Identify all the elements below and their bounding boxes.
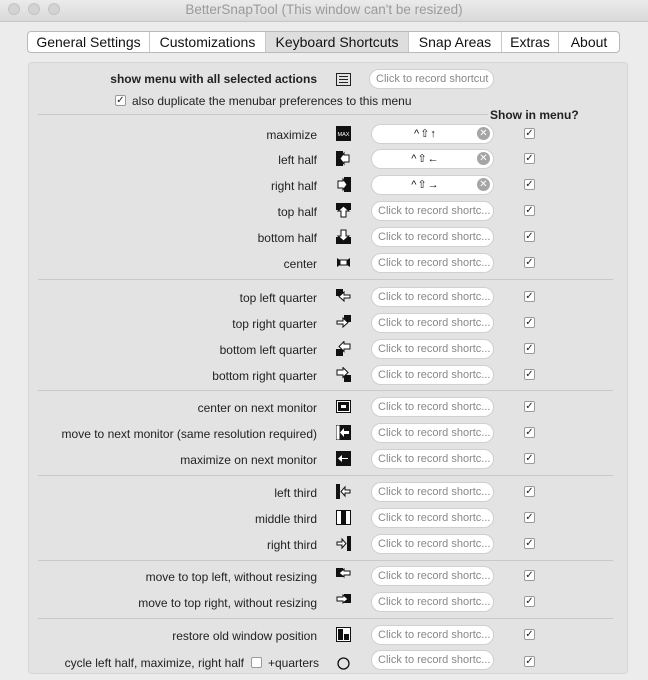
separator (38, 618, 613, 619)
top-right-quarter-icon (336, 315, 351, 330)
move-next-monitor-icon (336, 425, 351, 440)
shortcut-field[interactable]: Click to record shortc... (371, 365, 494, 385)
left-half-icon (336, 151, 351, 166)
action-label: move to top right, without resizing (138, 596, 317, 610)
tab-extras[interactable]: Extras (502, 32, 559, 52)
action-label: cycle left half, maximize, right half (64, 656, 244, 670)
top-left-quarter-icon (336, 289, 351, 304)
show-in-menu-checkbox[interactable]: ✓ (525, 656, 534, 667)
shortcut-field[interactable]: Click to record shortc... (371, 227, 494, 247)
bottom-half-icon (336, 229, 351, 244)
tab-about[interactable]: About (570, 34, 608, 50)
top-half-icon (336, 203, 351, 218)
shortcut-field-recorded[interactable] (371, 124, 494, 144)
clear-shortcut-icon[interactable]: ✕ (477, 127, 490, 140)
separator (38, 390, 613, 391)
action-label: restore old window position (172, 629, 317, 643)
action-label: top right quarter (232, 317, 317, 331)
shortcut-field-recorded[interactable] (371, 149, 494, 169)
maximize-next-monitor-icon (336, 451, 351, 466)
bottom-left-quarter-icon (336, 341, 351, 356)
right-half-icon (336, 177, 351, 192)
show-in-menu-checkbox[interactable]: ✓ (525, 257, 534, 268)
maximize-icon (336, 126, 351, 141)
tab-general-settings[interactable]: General Settings (28, 32, 150, 52)
show-menu-label: show menu with all selected actions (110, 72, 317, 86)
tab-keyboard-shortcuts[interactable]: Keyboard Shortcuts (266, 32, 409, 52)
shortcut-field[interactable]: Click to record shortc... (371, 534, 494, 554)
show-in-menu-checkbox[interactable]: ✓ (525, 291, 534, 302)
action-label: left third (274, 486, 317, 500)
duplicate-menu-checkbox[interactable]: ✓ (116, 95, 125, 106)
quarters-checkbox[interactable] (251, 657, 262, 668)
shortcut-field-recorded[interactable] (371, 175, 494, 195)
show-in-menu-checkbox[interactable]: ✓ (525, 486, 534, 497)
shortcut-keys: ^⇧→ (411, 179, 440, 191)
svg-text:MAX: MAX (337, 132, 350, 138)
bottom-right-quarter-icon (336, 367, 351, 382)
show-in-menu-checkbox[interactable]: ✓ (525, 596, 534, 607)
separator (38, 114, 488, 115)
shortcut-field[interactable]: Click to record shortc... (371, 650, 494, 670)
shortcut-field[interactable]: Click to record shortc... (371, 625, 494, 645)
title-bar (0, 0, 648, 22)
tab-customizations[interactable]: Customizations (150, 32, 266, 52)
tab-snap-areas[interactable]: Snap Areas (409, 32, 502, 52)
shortcuts-panel (28, 62, 628, 674)
tab-bar (27, 31, 620, 53)
action-label: middle third (254, 512, 317, 526)
shortcut-field[interactable]: Click to record shortc... (371, 482, 494, 502)
center-next-monitor-icon (336, 399, 351, 414)
shortcut-field[interactable]: Click to record shortc... (371, 423, 494, 443)
show-in-menu-checkbox[interactable]: ✓ (525, 453, 534, 464)
clear-shortcut-icon[interactable]: ✕ (477, 178, 490, 191)
action-label: move to next monitor (same resolution required) (61, 427, 317, 441)
right-third-icon (336, 536, 351, 551)
center-icon (336, 255, 351, 270)
separator (38, 279, 613, 280)
left-third-icon (336, 484, 351, 499)
move-top-left-icon (336, 568, 351, 583)
show-in-menu-header: Show in menu? (490, 108, 579, 122)
show-in-menu-checkbox[interactable]: ✓ (525, 401, 534, 412)
shortcut-field[interactable]: Click to record shortc... (371, 508, 494, 528)
move-top-right-icon (336, 594, 351, 609)
quarters-label: +quarters (268, 656, 320, 670)
shortcut-field[interactable]: Click to record shortc... (371, 449, 494, 469)
shortcut-keys: ^⇧← (411, 153, 440, 165)
shortcut-field[interactable]: Click to record shortc... (371, 287, 494, 307)
shortcut-field[interactable]: Click to record shortc... (371, 566, 494, 586)
show-in-menu-checkbox[interactable]: ✓ (525, 317, 534, 328)
shortcut-field[interactable]: Click to record shortc... (371, 339, 494, 359)
show-in-menu-checkbox[interactable]: ✓ (525, 570, 534, 581)
separator (38, 475, 613, 476)
cycle-icon (336, 656, 351, 671)
show-in-menu-checkbox[interactable]: ✓ (525, 231, 534, 242)
show-in-menu-checkbox[interactable]: ✓ (525, 343, 534, 354)
window-title: BetterSnapTool (This window can't be resized) (185, 2, 463, 17)
action-label: maximize on next monitor (180, 453, 317, 467)
separator (38, 560, 613, 561)
shortcut-field[interactable]: Click to record shortc... (371, 201, 494, 221)
middle-third-icon (336, 510, 351, 525)
shortcut-field[interactable]: Click to record shortc... (371, 592, 494, 612)
show-in-menu-checkbox[interactable]: ✓ (525, 629, 534, 640)
shortcut-keys: ^⇧↑ (414, 128, 437, 140)
show-in-menu-checkbox[interactable]: ✓ (525, 128, 534, 139)
action-label: maximize (266, 128, 317, 142)
list-icon (336, 72, 351, 87)
action-label: top left quarter (239, 291, 317, 305)
restore-icon (336, 627, 351, 642)
shortcut-field[interactable]: Click to record shortc... (371, 313, 494, 333)
show-in-menu-checkbox[interactable]: ✓ (525, 179, 534, 190)
action-label: bottom right quarter (212, 369, 317, 383)
action-label: left half (278, 153, 317, 167)
show-menu-shortcut-field[interactable]: Click to record shortcut (369, 69, 494, 89)
shortcut-field[interactable]: Click to record shortc... (371, 253, 494, 273)
show-in-menu-checkbox[interactable]: ✓ (525, 369, 534, 380)
shortcut-field[interactable]: Click to record shortc... (371, 397, 494, 417)
action-label: right third (266, 538, 317, 552)
action-label: move to top left, without resizing (145, 570, 317, 584)
action-label: bottom half (257, 231, 317, 245)
duplicate-menu-label: also duplicate the menubar preferences to this menu (132, 94, 412, 108)
show-in-menu-checkbox[interactable]: ✓ (525, 538, 534, 549)
show-in-menu-checkbox[interactable]: ✓ (525, 512, 534, 523)
show-in-menu-checkbox[interactable]: ✓ (525, 153, 534, 164)
action-label: center (283, 257, 317, 271)
action-label: top half (277, 205, 317, 219)
clear-shortcut-icon[interactable]: ✕ (477, 152, 490, 165)
show-in-menu-checkbox[interactable]: ✓ (525, 205, 534, 216)
action-label: right half (270, 179, 317, 193)
action-label: bottom left quarter (219, 343, 317, 357)
show-in-menu-checkbox[interactable]: ✓ (525, 427, 534, 438)
action-label: center on next monitor (197, 401, 317, 415)
